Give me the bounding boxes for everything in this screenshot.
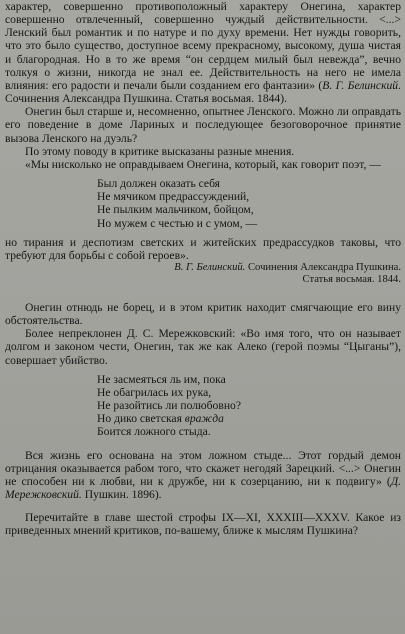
paragraph-question-onegin: Онегин был старше и, несомненно, опытнее Ленского. Можно ли оправдать его поведение в доме Лариных и последующее безоговорочное принятие вызова Ленского на дуэль? (5, 105, 401, 145)
verse-line: Боится ложного стыда. (97, 425, 211, 439)
author-citation: В. Г. Белинский. (174, 261, 246, 273)
emphasized-word: вражда (184, 412, 224, 426)
verse-block-2 (5, 373, 401, 439)
paragraph-false-shame: Вся жизнь его основана на этом ложном стыде... Этот гордый демон отрицания оказывается рабом того, что скажет негодяй Зарецкий. <...> Онегин не способен ни к любви, ни к дружбе, ни к созерцанию, ни к подвигу» (Д. Мережковский. Пушкин. 1896). (5, 448, 401, 501)
paragraph-belinsky-lensky: характер, совершенно противоположный характеру Онегина, характер совершенно отвлеченный, совершенно чуждый действительности. <...> Ленский был романтик и по натуре и по духу времени. Нет нужды говорить, что это было существо, доступное всему прекрасному, высокому, душа чистая и благородная. Но в то же время “он сердцем милый был невежда”, вечно толкуя о жизни, никогда не знал ее. Действительность на него не имела влияния: его радости и печали были созданием его фантазии» (В. Г. Белинский. Сочинения Александра Пушкина. Статья восьмая. 1844). (5, 0, 401, 106)
verse-line: Не пылким мальчиком, бойцом, (97, 203, 254, 217)
verse-line: Но дико светская вражда (97, 412, 224, 426)
paragraph-merezhkovsky: Более непреклонен Д. С. Мережковский: «Во имя того, что он называет долгом и законом чести, Онегин, так же как Алеко (герой поэмы “Цыганы”), совершает убийство. (5, 327, 401, 367)
author-citation: Д. Мережковский. (5, 474, 401, 501)
verse-line: Не обагрилась их рука, (97, 385, 212, 399)
verse-block-1 (5, 177, 401, 230)
verse-line: Не мячиком предрассуждений, (97, 190, 250, 204)
paragraph-critics-opinions: По этому поводу в критике высказаны разные мнения. (25, 144, 295, 158)
verse-line: Был должен оказать себя (97, 177, 221, 191)
author-citation: В. Г. Белинский. (322, 78, 401, 92)
quote-continuation: но тирания и деспотизм светских и житейских предрассудков таковы, что требуют для борьбы с собой героев». (5, 235, 401, 262)
assignment-question: Перечитайте в главе шестой строфы IX—XI, XXXIII—XXXV. Какое из приведенных мнений критиков, по-вашему, ближе к мыслям Пушкина? (5, 511, 401, 538)
quote-source: В. Г. Белинский. Сочинения Александра Пушкина. Статья восьмая. 1844. (174, 261, 401, 286)
verse-line: Но мужем с честью и с умом, — (97, 216, 258, 230)
verse-line: Не разойтись ли полюбовно? (97, 399, 241, 413)
quote-intro: «Мы нисколько не оправдываем Онегина, который, как говорит поэт, — (25, 157, 381, 171)
paragraph-onegin-not-fighter: Онегин отнюдь не борец, и в этом критик находит смягчающие его вину обстоятельства. (5, 300, 401, 328)
verse-line: Не засмеяться ль им, пока (97, 372, 226, 386)
